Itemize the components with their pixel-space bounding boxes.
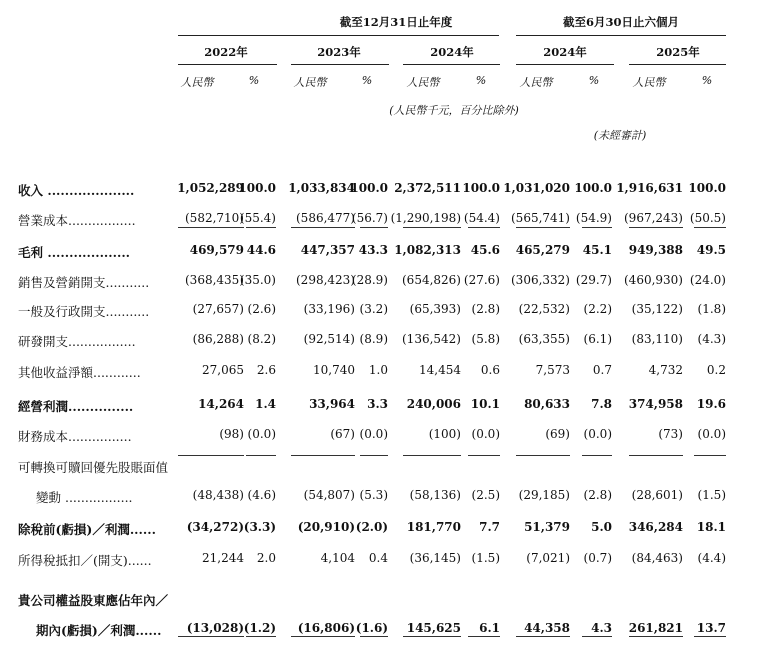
- amount-cell: (84,463): [631, 551, 683, 565]
- subtotal-rule: [178, 455, 244, 456]
- percent-cell: (1.2): [243, 621, 276, 635]
- amount-cell: 14,264: [198, 397, 244, 411]
- amount-cell: 2,372,511: [394, 181, 461, 195]
- percent-cell: 7.7: [479, 520, 500, 534]
- percent-cell: 3.3: [367, 397, 388, 411]
- percent-cell: (29.7): [575, 273, 612, 287]
- amount-cell: (13,028): [186, 621, 244, 635]
- amount-cell: (1,290,198): [390, 211, 461, 225]
- group-rule-6m: [516, 35, 726, 36]
- row-label: 毛利 ...................: [18, 245, 131, 260]
- amount-cell: (65,393): [409, 302, 461, 316]
- row-label: 研發開支.................: [18, 334, 136, 349]
- percent-cell: 49.5: [696, 243, 726, 257]
- percent-cell: (3.2): [359, 302, 388, 316]
- subtotal-rule: [629, 636, 683, 637]
- amount-cell: (136,542): [402, 332, 461, 346]
- subtotal-rule: [468, 636, 500, 637]
- amount-cell: (298,423): [296, 273, 355, 287]
- percent-cell: (1.5): [697, 488, 726, 502]
- percent-cell: 2.6: [256, 363, 276, 377]
- unit-rmb-label: 人民幣: [632, 76, 666, 89]
- amount-cell: (28,601): [631, 488, 683, 502]
- percent-cell: 100.0: [574, 181, 612, 195]
- percent-cell: (5.3): [359, 488, 388, 502]
- year-rule: [291, 64, 389, 65]
- percent-cell: (4.6): [247, 488, 276, 502]
- amount-cell: (69): [545, 427, 570, 441]
- amount-cell: (67): [330, 427, 355, 441]
- percent-cell: (35.0): [239, 273, 276, 287]
- percent-cell: 43.3: [358, 243, 388, 257]
- percent-cell: (54.4): [463, 211, 500, 225]
- amount-cell: 21,244: [202, 551, 244, 565]
- percent-cell: (54.9): [575, 211, 612, 225]
- group-header-6m: 截至6月30日止六個月: [562, 15, 680, 29]
- subtotal-rule: [582, 227, 612, 228]
- row-label: 除稅前(虧損)／利潤......: [18, 522, 156, 537]
- percent-cell: (5.8): [471, 332, 500, 346]
- percent-cell: (2.0): [355, 520, 388, 534]
- percent-cell: (0.0): [583, 427, 612, 441]
- amount-cell: (27,657): [192, 302, 244, 316]
- amount-cell: 27,065: [202, 363, 244, 377]
- amount-cell: (654,826): [402, 273, 461, 287]
- percent-cell: 10.1: [470, 397, 500, 411]
- percent-cell: (6.1): [583, 332, 612, 346]
- percent-cell: 45.6: [470, 243, 500, 257]
- percent-cell: (0.0): [471, 427, 500, 441]
- amount-cell: (16,806): [297, 621, 355, 635]
- amount-cell: (36,145): [409, 551, 461, 565]
- subtotal-rule: [468, 227, 500, 228]
- amount-cell: 181,770: [406, 520, 461, 534]
- amount-cell: 4,104: [320, 551, 355, 565]
- percent-cell: (0.7): [583, 551, 612, 565]
- amount-cell: (967,243): [624, 211, 683, 225]
- percent-cell: 6.1: [479, 621, 500, 635]
- group-header-fy: 截至12月31日止年度: [339, 15, 453, 29]
- amount-cell: 4,732: [648, 363, 683, 377]
- row-label: 經營利潤...............: [18, 399, 134, 414]
- row-label: 財務成本................: [18, 429, 132, 444]
- amount-cell: (100): [428, 427, 461, 441]
- year-rule: [403, 64, 500, 65]
- subtotal-rule: [246, 227, 276, 228]
- percent-cell: 0.2: [706, 363, 726, 377]
- percent-cell: (8.9): [359, 332, 388, 346]
- row-label-continued: 期內(虧損)／利潤......: [36, 623, 162, 638]
- amount-cell: (98): [219, 427, 244, 441]
- amount-cell: (34,272): [186, 520, 244, 534]
- year-header-2024: 2024年: [430, 45, 474, 59]
- unit-pct-label: %: [475, 74, 487, 87]
- percent-cell: 45.1: [582, 243, 612, 257]
- percent-cell: 19.6: [696, 397, 726, 411]
- percent-cell: 0.4: [368, 551, 388, 565]
- subtotal-rule: [403, 227, 461, 228]
- subtotal-rule: [178, 227, 244, 228]
- subtotal-rule: [516, 455, 570, 456]
- year-rule: [629, 64, 726, 65]
- subtotal-rule: [360, 455, 388, 456]
- unit-pct-label: %: [588, 74, 600, 87]
- year-rule: [178, 64, 277, 65]
- row-label: 所得稅抵扣／(開支)......: [18, 553, 152, 568]
- percent-cell: (2.6): [247, 302, 276, 316]
- percent-cell: 4.3: [591, 621, 612, 635]
- amount-cell: 374,958: [628, 397, 683, 411]
- percent-cell: 44.6: [246, 243, 276, 257]
- percent-cell: 0.7: [592, 363, 612, 377]
- subtotal-rule: [360, 227, 388, 228]
- amount-cell: (63,355): [518, 332, 570, 346]
- percent-cell: (28.9): [351, 273, 388, 287]
- unit-rmb-label: 人民幣: [406, 76, 440, 89]
- amount-cell: 1,033,834: [288, 181, 355, 195]
- amount-cell: (83,110): [631, 332, 683, 346]
- amount-cell: 949,388: [628, 243, 683, 257]
- subtotal-rule: [582, 636, 612, 637]
- amount-cell: (586,477): [296, 211, 355, 225]
- subtotal-rule: [403, 636, 461, 637]
- percent-cell: (2.8): [583, 488, 612, 502]
- percent-cell: (2.2): [583, 302, 612, 316]
- subtotal-rule: [178, 636, 244, 637]
- percent-cell: (4.4): [697, 551, 726, 565]
- subtotal-rule: [694, 636, 726, 637]
- percent-cell: (24.0): [689, 273, 726, 287]
- amount-cell: (92,514): [303, 332, 355, 346]
- amount-cell: 14,454: [419, 363, 461, 377]
- amount-cell: (54,807): [303, 488, 355, 502]
- row-label: 營業成本.................: [18, 213, 136, 228]
- percent-cell: (4.3): [697, 332, 726, 346]
- percent-cell: 7.8: [591, 397, 612, 411]
- percent-cell: 1.4: [255, 397, 276, 411]
- amount-cell: 261,821: [628, 621, 683, 635]
- amount-cell: 80,633: [524, 397, 570, 411]
- subtotal-rule: [629, 227, 683, 228]
- percent-cell: 5.0: [591, 520, 612, 534]
- subtotal-rule: [694, 227, 726, 228]
- percent-cell: (2.5): [471, 488, 500, 502]
- subtotal-rule: [291, 227, 355, 228]
- amount-cell: (48,438): [192, 488, 244, 502]
- subtotal-rule: [582, 455, 612, 456]
- unaudited-note: (未經審計): [593, 129, 647, 142]
- percent-cell: 18.1: [696, 520, 726, 534]
- percent-cell: 2.0: [256, 551, 276, 565]
- percent-cell: (8.2): [247, 332, 276, 346]
- unit-pct-label: %: [361, 74, 373, 87]
- percent-cell: 100.0: [350, 181, 388, 195]
- percent-cell: (50.5): [689, 211, 726, 225]
- percent-cell: 0.6: [480, 363, 500, 377]
- unit-pct-label: %: [701, 74, 713, 87]
- amount-cell: 346,284: [628, 520, 683, 534]
- percent-cell: 1.0: [368, 363, 388, 377]
- amount-cell: 33,964: [309, 397, 355, 411]
- year-header-2025-6m: 2025年: [656, 45, 700, 59]
- amount-cell: 447,357: [300, 243, 355, 257]
- percent-cell: (56.7): [351, 211, 388, 225]
- percent-cell: (1.5): [471, 551, 500, 565]
- unit-rmb-label: 人民幣: [293, 76, 327, 89]
- percent-cell: 13.7: [696, 621, 726, 635]
- amount-cell: (35,122): [631, 302, 683, 316]
- amount-cell: (582,710): [185, 211, 244, 225]
- amount-cell: (73): [658, 427, 683, 441]
- subtotal-rule: [360, 636, 388, 637]
- amount-cell: (460,930): [624, 273, 683, 287]
- amount-cell: 51,379: [524, 520, 570, 534]
- year-rule: [516, 64, 614, 65]
- amount-cell: 240,006: [406, 397, 461, 411]
- unit-rmb-label: 人民幣: [180, 76, 214, 89]
- amount-cell: (306,332): [511, 273, 570, 287]
- amount-cell: 1,082,313: [394, 243, 461, 257]
- unit-note: (人民幣千元，百分比除外): [389, 104, 519, 117]
- year-header-2022: 2022年: [204, 45, 248, 59]
- row-label: 可轉換可贖回優先股賬面值: [18, 460, 169, 475]
- amount-cell: 44,358: [524, 621, 570, 635]
- amount-cell: 1,052,289: [177, 181, 244, 195]
- subtotal-rule: [516, 636, 570, 637]
- group-rule-fy: [178, 35, 499, 36]
- unit-pct-label: %: [248, 74, 260, 87]
- amount-cell: (368,435): [185, 273, 244, 287]
- percent-cell: (2.8): [471, 302, 500, 316]
- percent-cell: (0.0): [359, 427, 388, 441]
- percent-cell: 100.0: [688, 181, 726, 195]
- row-label: 收入 ....................: [18, 183, 135, 198]
- amount-cell: 469,579: [189, 243, 244, 257]
- unit-rmb-label: 人民幣: [519, 76, 553, 89]
- amount-cell: (22,532): [518, 302, 570, 316]
- amount-cell: 145,625: [406, 621, 461, 635]
- subtotal-rule: [516, 227, 570, 228]
- year-header-2024-6m: 2024年: [543, 45, 587, 59]
- row-label-continued: 變動 .................: [36, 490, 133, 505]
- percent-cell: (0.0): [697, 427, 726, 441]
- amount-cell: 465,279: [515, 243, 570, 257]
- amount-cell: 1,031,020: [503, 181, 570, 195]
- subtotal-rule: [629, 455, 683, 456]
- amount-cell: 10,740: [313, 363, 355, 377]
- subtotal-rule: [291, 636, 355, 637]
- percent-cell: 100.0: [238, 181, 276, 195]
- percent-cell: (1.8): [697, 302, 726, 316]
- percent-cell: (3.3): [243, 520, 276, 534]
- year-header-2023: 2023年: [317, 45, 361, 59]
- row-label: 其他收益淨額............: [18, 365, 141, 380]
- subtotal-rule: [468, 455, 500, 456]
- percent-cell: (27.6): [463, 273, 500, 287]
- amount-cell: (565,741): [511, 211, 570, 225]
- amount-cell: 1,916,631: [616, 181, 683, 195]
- amount-cell: (58,136): [409, 488, 461, 502]
- amount-cell: (33,196): [303, 302, 355, 316]
- percent-cell: 100.0: [462, 181, 500, 195]
- row-label: 一般及行政開支...........: [18, 304, 150, 319]
- subtotal-rule: [246, 636, 276, 637]
- amount-cell: (29,185): [518, 488, 570, 502]
- amount-cell: (20,910): [297, 520, 355, 534]
- subtotal-rule: [246, 455, 276, 456]
- percent-cell: (1.6): [355, 621, 388, 635]
- amount-cell: 7,573: [535, 363, 570, 377]
- subtotal-rule: [291, 455, 355, 456]
- subtotal-rule: [403, 455, 461, 456]
- percent-cell: (55.4): [239, 211, 276, 225]
- subtotal-rule: [694, 455, 726, 456]
- amount-cell: (7,021): [526, 551, 570, 565]
- percent-cell: (0.0): [247, 427, 276, 441]
- amount-cell: (86,288): [192, 332, 244, 346]
- row-label: 貴公司權益股東應佔年內／: [18, 593, 169, 608]
- row-label: 銷售及營銷開支...........: [18, 275, 150, 290]
